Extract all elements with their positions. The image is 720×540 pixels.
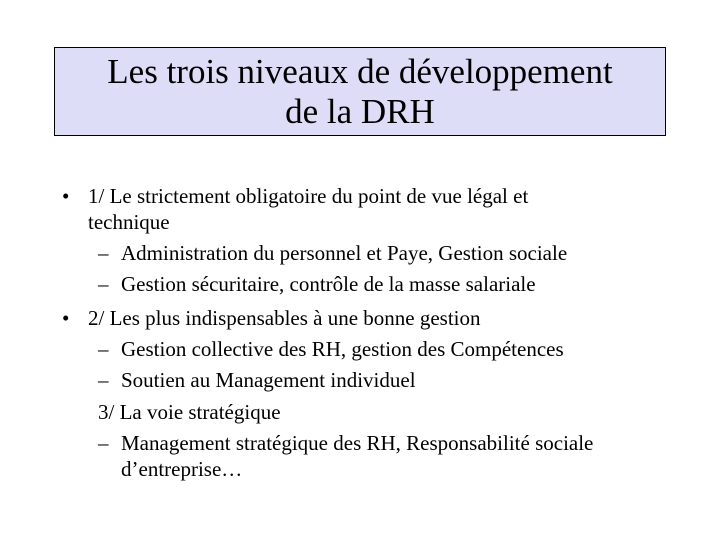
- item-3-sub-1-continued: d’entreprise…: [121, 457, 243, 481]
- bullet-marker: •: [62, 184, 70, 208]
- dash-marker: –: [98, 368, 109, 392]
- dash-marker: –: [98, 431, 109, 455]
- item-2-sub-1: Gestion collective des RH, gestion des Compétences: [121, 337, 564, 361]
- slide-title-line-1: Les trois niveaux de développement: [107, 52, 613, 91]
- item-2-text: 2/ Les plus indispensables à une bonne gestion: [88, 306, 481, 330]
- item-3-text: 3/ La voie stratégique: [98, 400, 281, 424]
- item-1-text: 1/ Le strictement obligatoire du point de vue légal et: [88, 184, 529, 208]
- dash-marker: –: [98, 337, 109, 361]
- item-1-sub-2: Gestion sécuritaire, contrôle de la masse salariale: [121, 272, 536, 296]
- slide-title-line-2: de la DRH: [285, 92, 435, 131]
- item-1-sub-1: Administration du personnel et Paye, Gestion sociale: [121, 241, 568, 265]
- item-2-sub-2: Soutien au Management individuel: [121, 368, 416, 392]
- bullet-marker: •: [62, 306, 70, 330]
- item-1-text-continued: technique: [88, 210, 170, 234]
- dash-marker: –: [98, 272, 109, 296]
- item-3-sub-1: Management stratégique des RH, Responsabilité sociale: [121, 431, 594, 455]
- dash-marker: –: [98, 241, 109, 265]
